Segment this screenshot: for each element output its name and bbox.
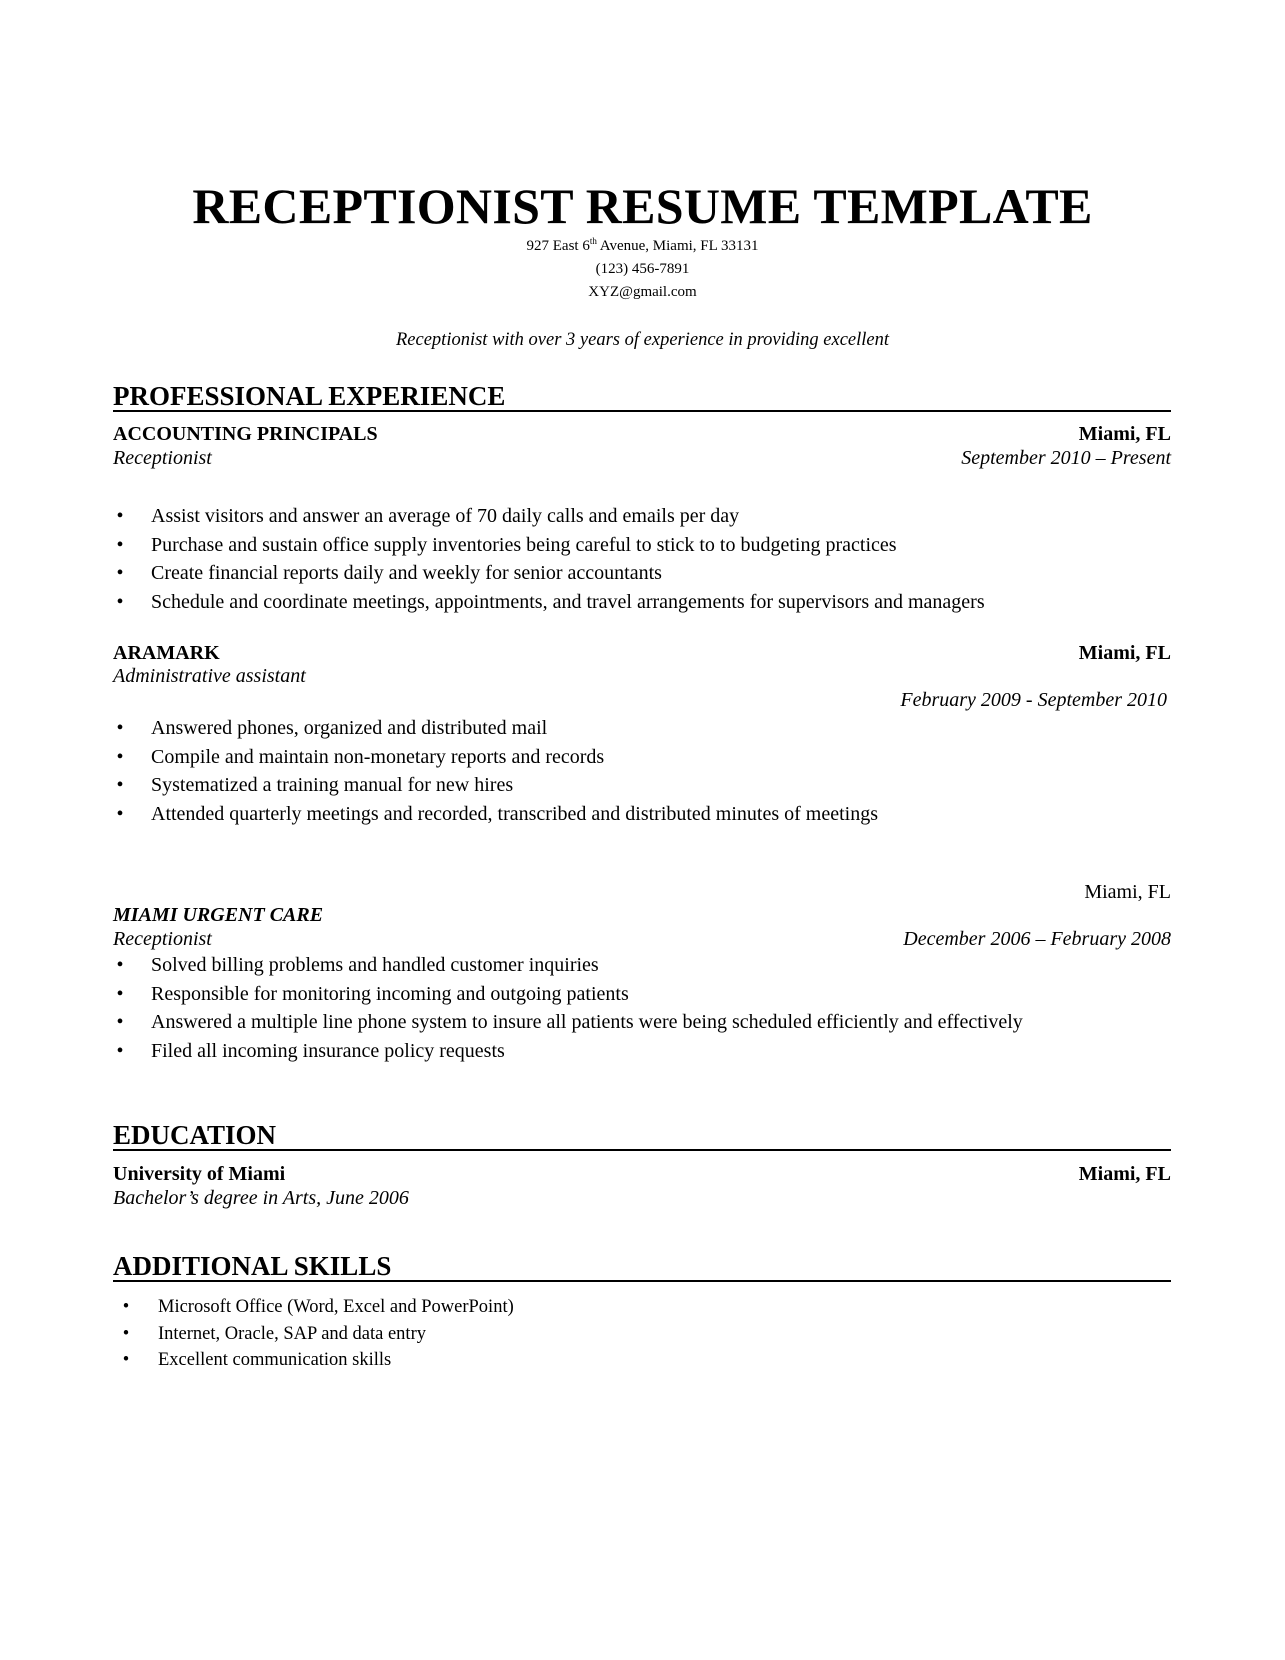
duty-text: Purchase and sustain office supply inventories being careful to stick to to budgeting practices (151, 533, 897, 556)
job-2-duties (113, 714, 878, 828)
address-street: 927 East 6 (526, 238, 590, 254)
job-3-dates: December 2006 – February 2008 (903, 928, 1171, 950)
experience-heading: PROFESSIONAL EXPERIENCE (113, 381, 506, 411)
address-ordinal: th (589, 236, 597, 246)
duty-text: Filed all incoming insurance policy requests (151, 1039, 505, 1062)
experience-divider (113, 410, 1171, 412)
bullet-glyph: • (116, 505, 124, 527)
bullet-glyph: • (116, 717, 124, 739)
skills-heading: ADDITIONAL SKILLS (113, 1251, 392, 1281)
bullet-glyph: • (116, 774, 124, 797)
job-3-role: Receptionist (113, 928, 212, 950)
duty-text: Responsible for monitoring incoming and outgoing patients (151, 982, 629, 1005)
list-item (113, 1037, 1023, 1066)
list-item (113, 1347, 514, 1374)
summary-statement: Receptionist with over 3 years of experience in providing excellent (396, 330, 889, 350)
bullet-glyph: • (122, 1350, 130, 1370)
duty-text: Solved billing problems and handled customer inquiries (151, 954, 599, 976)
job-3-duties (113, 951, 1023, 1065)
bullet-glyph: • (116, 802, 124, 825)
phone-number: (123) 456-7891 (595, 261, 690, 277)
education-school: University of Miami (113, 1163, 286, 1185)
email-address: XYZ@gmail.com (588, 284, 697, 300)
address-line (0, 236, 1285, 256)
job-1-location: Miami, FL (1078, 423, 1171, 445)
list-item (113, 588, 985, 617)
list-item (113, 800, 878, 829)
duty-text: Systematized a training manual for new hires (151, 774, 514, 797)
education-degree: Bachelor’s degree in Arts, June 2006 (113, 1187, 409, 1209)
list-item (113, 1321, 514, 1348)
list-item (113, 714, 878, 743)
job-3-company: MIAMI URGENT CARE (113, 904, 324, 926)
skill-text: Microsoft Office (Word, Excel and PowerPoint) (158, 1297, 514, 1317)
skill-text: Excellent communication skills (158, 1350, 392, 1370)
job-2-company: ARAMARK (113, 642, 220, 664)
duty-text: Assist visitors and answer an average of 70 daily calls and emails per day (151, 505, 740, 527)
list-item (113, 559, 985, 588)
skills-list (113, 1294, 514, 1374)
list-item (113, 531, 985, 560)
job-2-role: Administrative assistant (113, 665, 306, 687)
duty-text: Create financial reports daily and weekly for senior accountants (151, 562, 662, 585)
bullet-glyph: • (116, 590, 124, 613)
education-heading: EDUCATION (113, 1120, 277, 1150)
bullet-glyph: • (116, 1039, 124, 1062)
list-item (113, 980, 1023, 1009)
duty-text: Attended quarterly meetings and recorded, transcribed and distributed minutes of meetings (151, 802, 879, 825)
bullet-glyph: • (116, 562, 124, 585)
skill-text: Internet, Oracle, SAP and data entry (158, 1323, 426, 1344)
bullet-glyph: • (116, 745, 124, 768)
job-3-location: Miami, FL (1084, 881, 1171, 903)
list-item (113, 502, 985, 531)
job-1-company: ACCOUNTING PRINCIPALS (113, 423, 378, 445)
list-item (113, 743, 878, 772)
job-1-dates: September 2010 – Present (961, 447, 1171, 469)
duty-text: Schedule and coordinate meetings, appointments, and travel arrangements for supervisors and managers (151, 590, 985, 613)
resume-title: RECEPTIONIST RESUME TEMPLATE (192, 178, 1093, 234)
education-divider (113, 1149, 1171, 1151)
skills-divider (113, 1280, 1171, 1282)
job-2-location: Miami, FL (1078, 642, 1171, 664)
bullet-glyph: • (122, 1297, 130, 1317)
bullet-glyph: • (116, 533, 124, 556)
education-location: Miami, FL (1078, 1163, 1171, 1185)
job-1-duties (113, 502, 985, 616)
bullet-glyph: • (122, 1323, 130, 1344)
job-2-dates: February 2009 - September 2010 (900, 689, 1167, 711)
list-item (113, 771, 878, 800)
job-1-role: Receptionist (113, 447, 212, 469)
bullet-glyph: • (116, 954, 124, 976)
address-city: Avenue, Miami, FL 33131 (596, 238, 759, 254)
list-item (113, 1008, 1023, 1037)
list-item (113, 1294, 514, 1321)
bullet-glyph: • (116, 982, 124, 1005)
duty-text: Answered phones, organized and distributed mail (151, 717, 548, 739)
duty-text: Answered a multiple line phone system to insure all patients were being scheduled efficiently and effectively (151, 1011, 1023, 1034)
bullet-glyph: • (116, 1011, 124, 1034)
duty-text: Compile and maintain non-monetary reports and records (151, 745, 605, 768)
list-item (113, 951, 1023, 980)
